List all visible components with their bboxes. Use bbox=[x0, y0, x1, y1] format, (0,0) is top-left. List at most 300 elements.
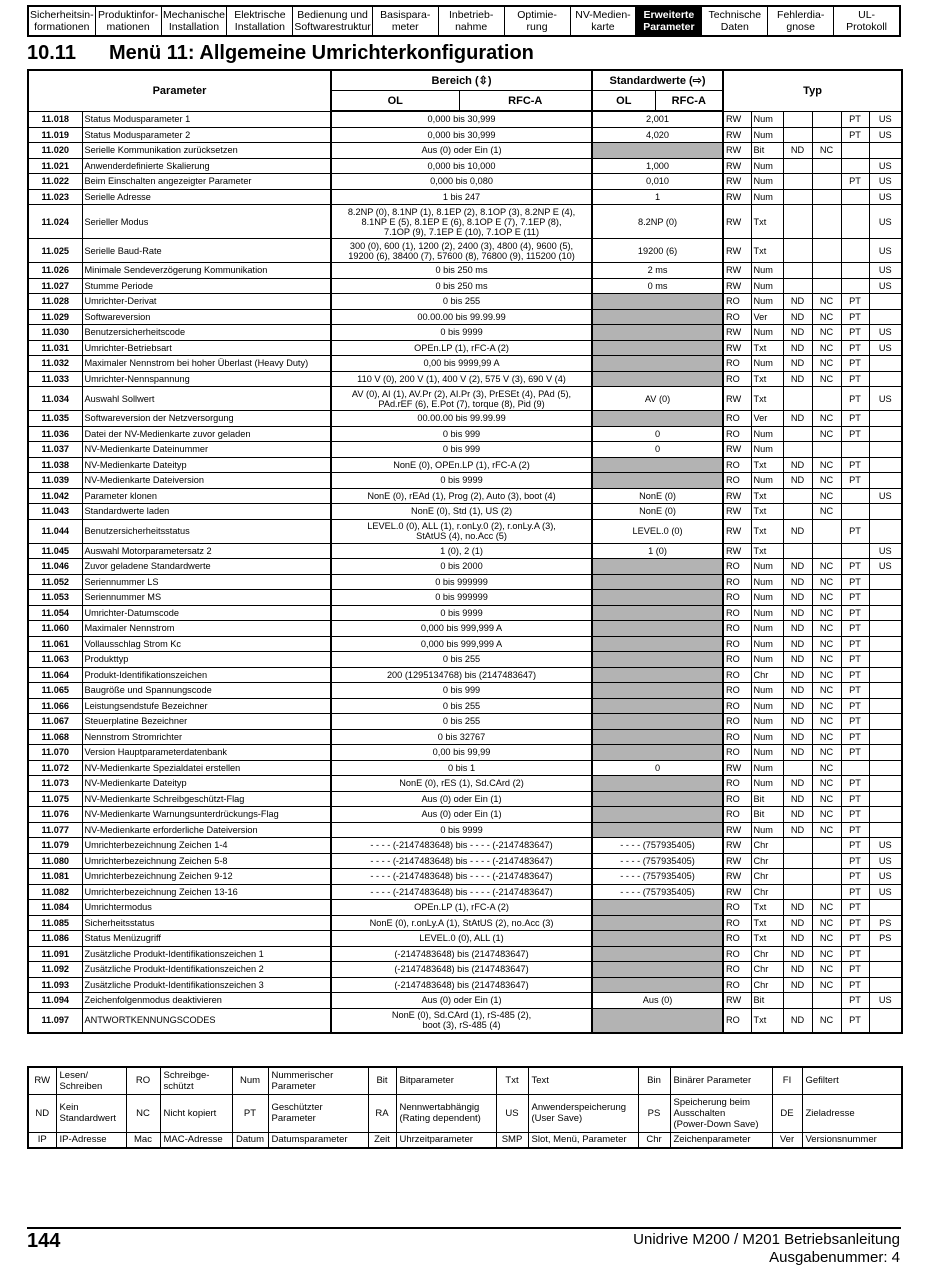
param-type-flag: ND bbox=[783, 900, 812, 916]
param-name: Datei der NV-Medienkarte zuvor geladen bbox=[82, 426, 331, 442]
param-type-flag: RO bbox=[723, 807, 751, 823]
param-type-flag: PT bbox=[841, 127, 869, 143]
param-type-flag bbox=[869, 1008, 902, 1033]
param-default bbox=[592, 791, 723, 807]
param-type-flag: ND bbox=[783, 411, 812, 427]
param-type-flag: RO bbox=[723, 745, 751, 761]
param-name: Auswahl Sollwert bbox=[82, 387, 331, 411]
param-type-flag bbox=[812, 884, 841, 900]
legend-key: RW bbox=[28, 1067, 56, 1094]
param-type-flag bbox=[869, 900, 902, 916]
param-type-flag: US bbox=[869, 127, 902, 143]
legend-value: Versionsnummer bbox=[802, 1132, 902, 1148]
param-type-flag bbox=[869, 745, 902, 761]
param-type-flag: NC bbox=[812, 807, 841, 823]
param-type-flag: RO bbox=[723, 356, 751, 372]
param-id: 11.077 bbox=[28, 822, 82, 838]
param-type-flag: ND bbox=[783, 143, 812, 159]
param-range: 00.00.00 bis 99.99.99 bbox=[331, 309, 592, 325]
param-type-flag: Num bbox=[751, 127, 783, 143]
legend-key: PT bbox=[232, 1094, 268, 1132]
param-default bbox=[592, 309, 723, 325]
issue-number: Ausgabenummer: 4 bbox=[769, 1249, 900, 1266]
param-type-flag: NC bbox=[812, 683, 841, 699]
legend-key: FI bbox=[772, 1067, 802, 1094]
param-id: 11.081 bbox=[28, 869, 82, 885]
table-row bbox=[28, 884, 902, 900]
param-range: NonE (0), rES (1), Sd.CArd (2) bbox=[331, 776, 592, 792]
param-type-flag: Num bbox=[751, 729, 783, 745]
param-type-flag bbox=[869, 442, 902, 458]
param-type-flag: NC bbox=[812, 915, 841, 931]
param-type-flag: PT bbox=[841, 590, 869, 606]
param-id: 11.079 bbox=[28, 838, 82, 854]
param-type-flag: PT bbox=[841, 915, 869, 931]
param-type-flag: Txt bbox=[751, 519, 783, 543]
param-name: Umrichter-Datumscode bbox=[82, 605, 331, 621]
param-type-flag bbox=[812, 278, 841, 294]
param-range: - - - - (-2147483648) bis - - - - (-2147483647) bbox=[331, 869, 592, 885]
legend-row bbox=[28, 1132, 902, 1148]
param-type-flag: PT bbox=[841, 993, 869, 1009]
param-type-flag: Num bbox=[751, 822, 783, 838]
param-id: 11.094 bbox=[28, 993, 82, 1009]
param-range: 0,000 bis 0,080 bbox=[331, 174, 592, 190]
param-type-flag bbox=[869, 946, 902, 962]
param-name: Maximaler Nennstrom bei hoher Überlast (Heavy Duty) bbox=[82, 356, 331, 372]
param-type-flag: RO bbox=[723, 636, 751, 652]
param-type-flag bbox=[869, 590, 902, 606]
param-type-flag: RW bbox=[723, 111, 751, 127]
param-type-flag: RW bbox=[723, 158, 751, 174]
param-type-flag bbox=[783, 993, 812, 1009]
param-type-flag: US bbox=[869, 278, 902, 294]
nav-tab[interactable]: Sicherheitsin- formationen bbox=[30, 9, 94, 33]
param-range: 0 bis 999999 bbox=[331, 574, 592, 590]
param-name: Softwareversion bbox=[82, 309, 331, 325]
param-type-flag: US bbox=[869, 111, 902, 127]
param-default: - - - - (757935405) bbox=[592, 853, 723, 869]
param-range: 0 bis 1 bbox=[331, 760, 592, 776]
table-row bbox=[28, 411, 902, 427]
param-type-flag bbox=[841, 442, 869, 458]
param-type-flag: RW bbox=[723, 488, 751, 504]
param-type-flag: Num bbox=[751, 559, 783, 575]
param-type-flag: RW bbox=[723, 387, 751, 411]
param-type-flag: PT bbox=[841, 174, 869, 190]
nav-tab[interactable]: Erweiterte Parameter bbox=[636, 7, 702, 35]
param-type-flag: NC bbox=[812, 426, 841, 442]
param-default: 2,001 bbox=[592, 111, 723, 127]
param-type-flag: RO bbox=[723, 605, 751, 621]
param-default: 0 ms bbox=[592, 278, 723, 294]
param-type-flag: PT bbox=[841, 838, 869, 854]
param-type-flag: Txt bbox=[751, 205, 783, 239]
param-type-flag: NC bbox=[812, 340, 841, 356]
param-type-flag: NC bbox=[812, 143, 841, 159]
param-type-flag: NC bbox=[812, 294, 841, 310]
nav-tab[interactable]: NV-Medien- karte bbox=[571, 7, 637, 35]
param-type-flag: US bbox=[869, 174, 902, 190]
param-type-flag: ND bbox=[783, 791, 812, 807]
param-type-flag: NC bbox=[812, 605, 841, 621]
param-type-flag bbox=[869, 714, 902, 730]
param-default: 8.2NP (0) bbox=[592, 205, 723, 239]
param-type-flag: PT bbox=[841, 652, 869, 668]
table-row bbox=[28, 143, 902, 159]
nav-tab[interactable]: Produktinfor- mationen bbox=[96, 7, 162, 35]
param-type-flag: ND bbox=[783, 636, 812, 652]
param-type-flag: Num bbox=[751, 621, 783, 637]
param-type-flag bbox=[869, 791, 902, 807]
param-type-flag: ND bbox=[783, 745, 812, 761]
param-type-flag: RO bbox=[723, 714, 751, 730]
nav-tab[interactable]: UL- Protokoll bbox=[846, 9, 888, 33]
table-row bbox=[28, 869, 902, 885]
param-id: 11.029 bbox=[28, 309, 82, 325]
param-range: LEVEL.0 (0), ALL (1) bbox=[331, 931, 592, 947]
param-type-flag: NC bbox=[812, 411, 841, 427]
param-type-flag: NC bbox=[812, 714, 841, 730]
param-default bbox=[592, 776, 723, 792]
param-type-flag: Bit bbox=[751, 143, 783, 159]
param-id: 11.061 bbox=[28, 636, 82, 652]
param-type-flag bbox=[841, 543, 869, 559]
param-type-flag: RW bbox=[723, 189, 751, 205]
param-type-flag: PT bbox=[841, 931, 869, 947]
param-type-flag bbox=[783, 158, 812, 174]
param-type-flag: NC bbox=[812, 473, 841, 489]
param-name: Status Modusparameter 1 bbox=[82, 111, 331, 127]
param-id: 11.068 bbox=[28, 729, 82, 745]
param-type-flag: ND bbox=[783, 1008, 812, 1033]
param-range: 0 bis 999 bbox=[331, 442, 592, 458]
param-type-flag: ND bbox=[783, 621, 812, 637]
param-range: 0 bis 250 ms bbox=[331, 278, 592, 294]
param-type-flag: ND bbox=[783, 590, 812, 606]
param-default bbox=[592, 559, 723, 575]
param-type-flag: NC bbox=[812, 457, 841, 473]
param-type-flag: PT bbox=[841, 340, 869, 356]
param-type-flag: ND bbox=[783, 667, 812, 683]
param-range: 0 bis 999 bbox=[331, 426, 592, 442]
param-type-flag bbox=[812, 543, 841, 559]
param-type-flag: RW bbox=[723, 263, 751, 279]
param-default bbox=[592, 807, 723, 823]
param-type-flag: Num bbox=[751, 760, 783, 776]
param-range: 0,000 bis 10,000 bbox=[331, 158, 592, 174]
param-name: Vollausschlag Strom Kc bbox=[82, 636, 331, 652]
header-defaults: Standardwerte (⇨) bbox=[592, 70, 723, 91]
param-name: NV-Medienkarte Spezialdatei erstellen bbox=[82, 760, 331, 776]
param-id: 11.070 bbox=[28, 745, 82, 761]
table-row bbox=[28, 473, 902, 489]
param-type-flag: PS bbox=[869, 915, 902, 931]
legend-key: DE bbox=[772, 1094, 802, 1132]
param-type-flag: US bbox=[869, 559, 902, 575]
param-id: 11.072 bbox=[28, 760, 82, 776]
param-default: 1 bbox=[592, 189, 723, 205]
param-type-flag: PT bbox=[841, 683, 869, 699]
param-name: Umrichterbezeichnung Zeichen 9-12 bbox=[82, 869, 331, 885]
param-name: Umrichterbezeichnung Zeichen 1-4 bbox=[82, 838, 331, 854]
param-type-flag: PT bbox=[841, 884, 869, 900]
param-type-flag: RO bbox=[723, 946, 751, 962]
table-row bbox=[28, 294, 902, 310]
param-type-flag: Num bbox=[751, 652, 783, 668]
param-type-flag: Txt bbox=[751, 915, 783, 931]
param-type-flag: NC bbox=[812, 931, 841, 947]
param-type-flag: ND bbox=[783, 519, 812, 543]
nav-tab[interactable]: Mechanische Installation bbox=[162, 7, 228, 35]
param-name: Umrichtermodus bbox=[82, 900, 331, 916]
legend-key: PS bbox=[638, 1094, 670, 1132]
param-range: 0,000 bis 999,999 A bbox=[331, 636, 592, 652]
param-type-flag bbox=[869, 729, 902, 745]
param-type-flag: RO bbox=[723, 915, 751, 931]
param-type-flag: US bbox=[869, 189, 902, 205]
param-id: 11.021 bbox=[28, 158, 82, 174]
param-type-flag: Txt bbox=[751, 931, 783, 947]
param-type-flag: US bbox=[869, 387, 902, 411]
param-type-flag: NC bbox=[812, 776, 841, 792]
param-name: Serielle Kommunikation zurücksetzen bbox=[82, 143, 331, 159]
param-range: 0 bis 2000 bbox=[331, 559, 592, 575]
param-type-flag: PT bbox=[841, 559, 869, 575]
param-type-flag: ND bbox=[783, 605, 812, 621]
param-type-flag: PT bbox=[841, 411, 869, 427]
param-range: NonE (0), OPEn.LP (1), rFC-A (2) bbox=[331, 457, 592, 473]
param-default bbox=[592, 411, 723, 427]
param-id: 11.020 bbox=[28, 143, 82, 159]
param-type-flag bbox=[841, 143, 869, 159]
param-type-flag: Chr bbox=[751, 853, 783, 869]
param-type-flag: ND bbox=[783, 559, 812, 575]
param-id: 11.028 bbox=[28, 294, 82, 310]
table-row bbox=[28, 309, 902, 325]
legend-value: Nennwertabhängig (Rating dependent) bbox=[396, 1094, 496, 1132]
param-type-flag: NC bbox=[812, 977, 841, 993]
table-row bbox=[28, 504, 902, 520]
param-default bbox=[592, 946, 723, 962]
param-id: 11.039 bbox=[28, 473, 82, 489]
legend-key: Mac bbox=[126, 1132, 160, 1148]
param-type-flag: RO bbox=[723, 590, 751, 606]
legend-value: Uhrzeitparameter bbox=[396, 1132, 496, 1148]
param-type-flag: PT bbox=[841, 807, 869, 823]
param-name: Zuvor geladene Standardwerte bbox=[82, 559, 331, 575]
param-type-flag: NC bbox=[812, 1008, 841, 1033]
param-range: 0 bis 255 bbox=[331, 698, 592, 714]
param-type-flag: US bbox=[869, 325, 902, 341]
param-id: 11.026 bbox=[28, 263, 82, 279]
param-range: 0 bis 9999 bbox=[331, 473, 592, 489]
param-default bbox=[592, 590, 723, 606]
param-type-flag: PT bbox=[841, 426, 869, 442]
param-type-flag: PT bbox=[841, 309, 869, 325]
param-id: 11.035 bbox=[28, 411, 82, 427]
table-row bbox=[28, 946, 902, 962]
nav-tab[interactable]: Fehlerdia- gnose bbox=[768, 7, 834, 35]
param-type-flag: NC bbox=[812, 636, 841, 652]
param-id: 11.046 bbox=[28, 559, 82, 575]
param-type-flag: US bbox=[869, 993, 902, 1009]
param-type-flag: US bbox=[869, 263, 902, 279]
param-type-flag: PT bbox=[841, 714, 869, 730]
param-default: AV (0) bbox=[592, 387, 723, 411]
param-type-flag bbox=[841, 158, 869, 174]
param-type-flag bbox=[812, 189, 841, 205]
param-type-flag bbox=[783, 884, 812, 900]
param-range: 0,000 bis 30,999 bbox=[331, 127, 592, 143]
param-type-flag: RO bbox=[723, 729, 751, 745]
table-row bbox=[28, 621, 902, 637]
param-type-flag bbox=[812, 853, 841, 869]
param-default bbox=[592, 356, 723, 372]
param-type-flag bbox=[841, 760, 869, 776]
param-type-flag bbox=[841, 488, 869, 504]
param-name: Benutzersicherheitsstatus bbox=[82, 519, 331, 543]
param-type-flag: Txt bbox=[751, 543, 783, 559]
legend-value: Nicht kopiert bbox=[160, 1094, 232, 1132]
table-row bbox=[28, 442, 902, 458]
param-range: 0 bis 9999 bbox=[331, 605, 592, 621]
param-type-flag: ND bbox=[783, 962, 812, 978]
nav-tab[interactable]: Basispara- meter bbox=[373, 7, 439, 35]
param-type-flag: RO bbox=[723, 683, 751, 699]
param-name: Beim Einschalten angezeigter Parameter bbox=[82, 174, 331, 190]
table-row bbox=[28, 205, 902, 239]
param-id: 11.085 bbox=[28, 915, 82, 931]
param-type-flag: RW bbox=[723, 205, 751, 239]
param-type-flag: ND bbox=[783, 931, 812, 947]
param-type-flag: PT bbox=[841, 605, 869, 621]
param-type-flag: PT bbox=[841, 473, 869, 489]
param-type-flag bbox=[869, 807, 902, 823]
param-type-flag: ND bbox=[783, 473, 812, 489]
param-type-flag bbox=[869, 977, 902, 993]
header-range-rfca: RFC-A bbox=[459, 91, 592, 112]
param-range: NonE (0), rEAd (1), Prog (2), Auto (3), boot (4) bbox=[331, 488, 592, 504]
param-type-flag bbox=[783, 760, 812, 776]
legend-value: Bitparameter bbox=[396, 1067, 496, 1094]
header-default-rfca: RFC-A bbox=[655, 91, 723, 112]
param-name: NV-Medienkarte Dateityp bbox=[82, 457, 331, 473]
param-name: Sicherheitsstatus bbox=[82, 915, 331, 931]
legend-key: US bbox=[496, 1094, 528, 1132]
param-type-flag: Ver bbox=[751, 309, 783, 325]
table-row bbox=[28, 111, 902, 127]
param-type-flag: NC bbox=[812, 309, 841, 325]
param-name: Umrichterbezeichnung Zeichen 13-16 bbox=[82, 884, 331, 900]
legend-value: Anwenderspeicherung (User Save) bbox=[528, 1094, 638, 1132]
param-type-flag: NC bbox=[812, 325, 841, 341]
param-type-flag: Txt bbox=[751, 239, 783, 263]
param-name: Auswahl Motorparametersatz 2 bbox=[82, 543, 331, 559]
param-range: 1 (0), 2 (1) bbox=[331, 543, 592, 559]
table-row bbox=[28, 371, 902, 387]
param-type-flag: RO bbox=[723, 977, 751, 993]
param-default bbox=[592, 652, 723, 668]
table-row bbox=[28, 426, 902, 442]
param-type-flag: RW bbox=[723, 239, 751, 263]
param-range: NonE (0), Std (1), US (2) bbox=[331, 504, 592, 520]
param-type-flag: ND bbox=[783, 652, 812, 668]
param-type-flag: ND bbox=[783, 356, 812, 372]
param-type-flag: NC bbox=[812, 590, 841, 606]
param-type-flag bbox=[812, 239, 841, 263]
param-name: Anwenderdefinierte Skalierung bbox=[82, 158, 331, 174]
param-type-flag: NC bbox=[812, 504, 841, 520]
param-type-flag: RW bbox=[723, 869, 751, 885]
param-name: Umrichter-Nennspannung bbox=[82, 371, 331, 387]
nav-tab[interactable]: Optimie- rung bbox=[505, 7, 571, 35]
param-type-flag: ND bbox=[783, 807, 812, 823]
table-row bbox=[28, 931, 902, 947]
footer-rule bbox=[27, 1227, 901, 1229]
param-range: 200 (1295134768) bis (2147483647) bbox=[331, 667, 592, 683]
param-default: 4,020 bbox=[592, 127, 723, 143]
legend-value: Nummerischer Parameter bbox=[268, 1067, 368, 1094]
table-row bbox=[28, 574, 902, 590]
parameter-table bbox=[27, 69, 903, 1034]
param-type-flag: Bit bbox=[751, 807, 783, 823]
param-range: Aus (0) oder Ein (1) bbox=[331, 791, 592, 807]
nav-tab[interactable]: Technische Daten bbox=[702, 7, 768, 35]
param-range: - - - - (-2147483648) bis - - - - (-2147483647) bbox=[331, 884, 592, 900]
param-type-flag: NC bbox=[812, 371, 841, 387]
param-default: NonE (0) bbox=[592, 504, 723, 520]
param-type-flag: RW bbox=[723, 822, 751, 838]
param-type-flag: Txt bbox=[751, 900, 783, 916]
legend-value: Speicherung beim Ausschalten (Power-Down Save) bbox=[670, 1094, 772, 1132]
param-type-flag: US bbox=[869, 158, 902, 174]
table-row bbox=[28, 543, 902, 559]
param-type-flag: Num bbox=[751, 158, 783, 174]
param-type-flag: PT bbox=[841, 946, 869, 962]
param-id: 11.091 bbox=[28, 946, 82, 962]
param-range: (-2147483648) bis (2147483647) bbox=[331, 946, 592, 962]
param-type-flag: PT bbox=[841, 822, 869, 838]
legend-value: Slot, Menü, Parameter bbox=[528, 1132, 638, 1148]
param-range: 0,000 bis 30,999 bbox=[331, 111, 592, 127]
param-type-flag bbox=[812, 993, 841, 1009]
param-range: Aus (0) oder Ein (1) bbox=[331, 143, 592, 159]
param-type-flag: Num bbox=[751, 356, 783, 372]
param-type-flag bbox=[812, 869, 841, 885]
legend-row bbox=[28, 1094, 902, 1132]
param-type-flag bbox=[783, 189, 812, 205]
param-type-flag bbox=[812, 387, 841, 411]
legend-value: IP-Adresse bbox=[56, 1132, 126, 1148]
legend-value: Lesen/ Schreiben bbox=[56, 1067, 126, 1094]
param-type-flag: Num bbox=[751, 683, 783, 699]
legend-key: Bit bbox=[368, 1067, 396, 1094]
nav-tab[interactable]: Bedienung und Softwarestruktur bbox=[294, 9, 371, 33]
param-id: 11.073 bbox=[28, 776, 82, 792]
param-type-flag bbox=[869, 411, 902, 427]
param-type-flag bbox=[841, 263, 869, 279]
param-range: 0,00 bis 99,99 bbox=[331, 745, 592, 761]
param-id: 11.063 bbox=[28, 652, 82, 668]
param-range: 0 bis 255 bbox=[331, 652, 592, 668]
nav-tab[interactable]: Inbetrieb- nahme bbox=[439, 7, 505, 35]
nav-tab[interactable]: Elektrische Installation bbox=[227, 7, 293, 35]
param-id: 11.084 bbox=[28, 900, 82, 916]
param-type-flag bbox=[869, 962, 902, 978]
param-type-flag: RW bbox=[723, 325, 751, 341]
param-default: 1 (0) bbox=[592, 543, 723, 559]
